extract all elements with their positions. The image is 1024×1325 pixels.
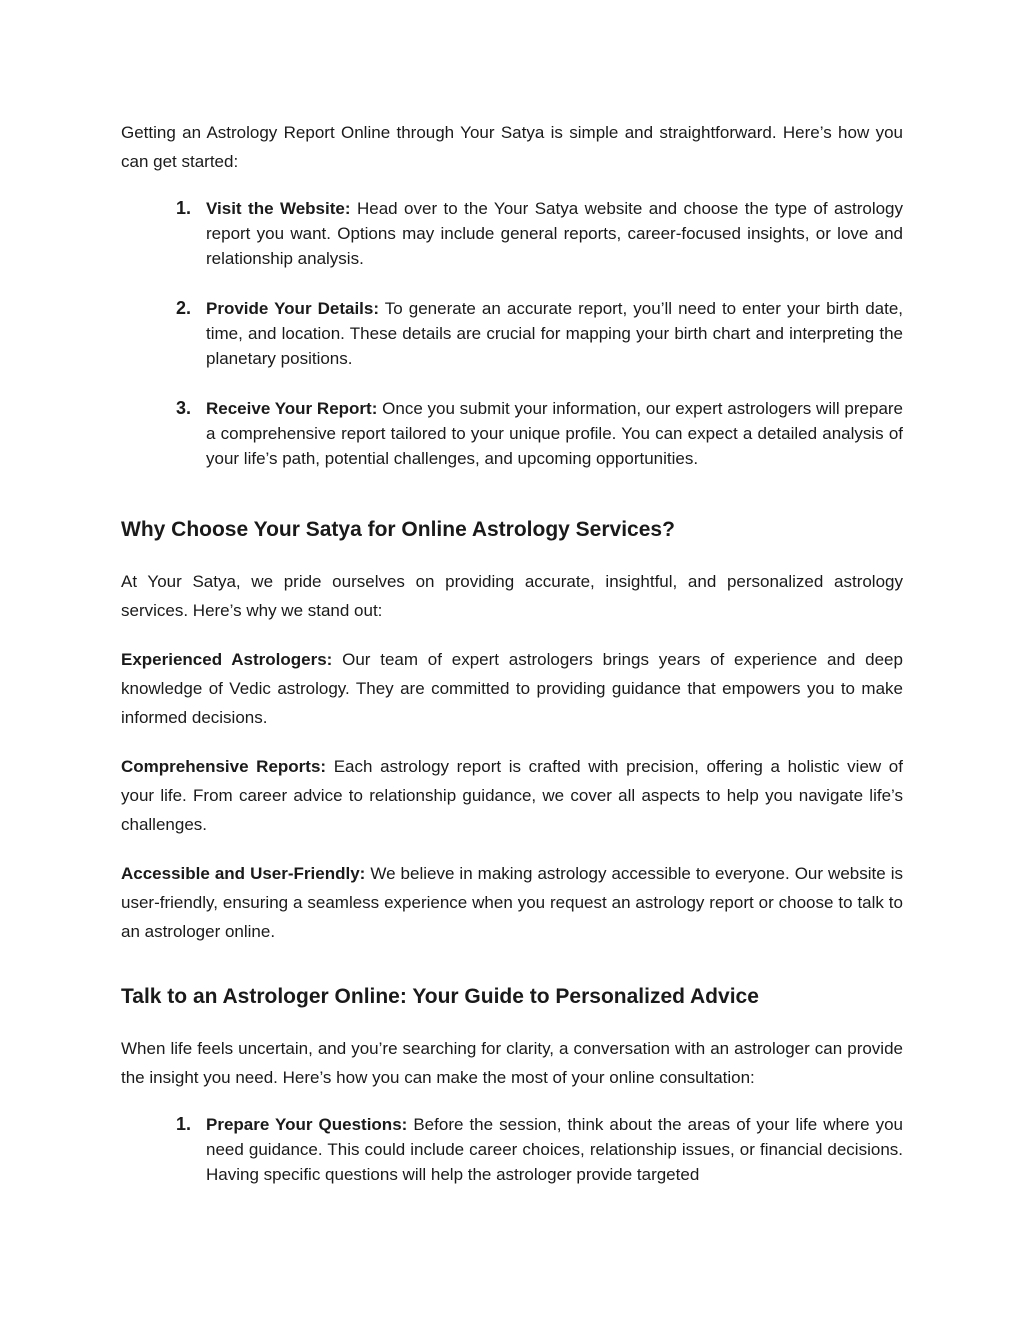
list-number: 1. xyxy=(176,198,192,218)
list-item-title: Receive Your Report: xyxy=(206,399,378,418)
why-point-body: Each astrology report is crafted with precision, offering a holistic view of your life. From career advice to relationship guidance, we cover all aspects to help you navigate life’s challenges. xyxy=(121,757,903,834)
list-number: 1. xyxy=(176,1114,192,1134)
list-item xyxy=(176,396,903,471)
report-steps-list xyxy=(121,196,903,471)
list-item xyxy=(176,196,903,271)
list-item-text xyxy=(206,196,903,271)
list-item xyxy=(176,296,903,371)
list-item-body: Head over to the Your Satya website and choose the type of astrology report you want. Options may include general reports, career-focused insights, or love and relationship analysis. xyxy=(206,199,903,268)
why-point-paragraph xyxy=(121,859,903,946)
why-point-paragraph xyxy=(121,645,903,732)
list-item-body: To generate an accurate report, you’ll need to enter your birth date, time, and location. These details are crucial for mapping your birth chart and interpreting the planetary positions. xyxy=(206,299,904,368)
why-point-title: Experienced Astrologers: xyxy=(121,650,333,669)
list-item-text xyxy=(206,396,903,471)
list-number: 2. xyxy=(176,298,192,318)
why-point-title: Comprehensive Reports: xyxy=(121,757,327,776)
consultation-steps-list xyxy=(121,1112,903,1187)
list-item-text xyxy=(206,296,903,371)
list-item-body: Before the session, think about the areas of your life where you need guidance. This could include career choices, relationship issues, or financial decisions. Having specific questions will help the astrologer provide targeted xyxy=(206,1115,903,1184)
why-point-body: We believe in making astrology accessible to everyone. Our website is user-friendly, ensuring a seamless experience when you request an astrology report or choose to talk to an astrologer online. xyxy=(121,864,903,941)
intro-paragraph: Getting an Astrology Report Online through Your Satya is simple and straightforward. Here’s how you can get started: xyxy=(121,123,903,171)
list-number: 3. xyxy=(176,398,192,418)
section-heading-why: Why Choose Your Satya for Online Astrology Services? xyxy=(121,518,675,541)
why-intro-paragraph: At Your Satya, we pride ourselves on providing accurate, insightful, and personalized astrology services. Here’s why we stand out: xyxy=(121,572,903,620)
list-item-title: Visit the Website: xyxy=(206,199,351,218)
why-point-title: Accessible and User-Friendly: xyxy=(121,864,366,883)
list-item-text xyxy=(206,1112,903,1187)
why-point-paragraph xyxy=(121,752,903,839)
list-item-title: Provide Your Details: xyxy=(206,299,380,318)
list-item-body: Once you submit your information, our expert astrologers will prepare a comprehensive report tailored to your unique profile. You can expect a detailed analysis of your life’s path, potential challenges, and upcoming opportunities. xyxy=(206,399,904,468)
list-item xyxy=(176,1112,903,1187)
why-point-body: Our team of expert astrologers brings years of experience and deep knowledge of Vedic astrology. They are committed to providing guidance that empowers you to make informed decisions. xyxy=(121,650,903,727)
section-heading-talk: Talk to an Astrologer Online: Your Guide to Personalized Advice xyxy=(121,985,759,1008)
list-item-title: Prepare Your Questions: xyxy=(206,1115,408,1134)
talk-intro-paragraph: When life feels uncertain, and you’re searching for clarity, a conversation with an astrologer can provide the insight you need. Here’s how you can make the most of your online consultation: xyxy=(121,1039,903,1087)
